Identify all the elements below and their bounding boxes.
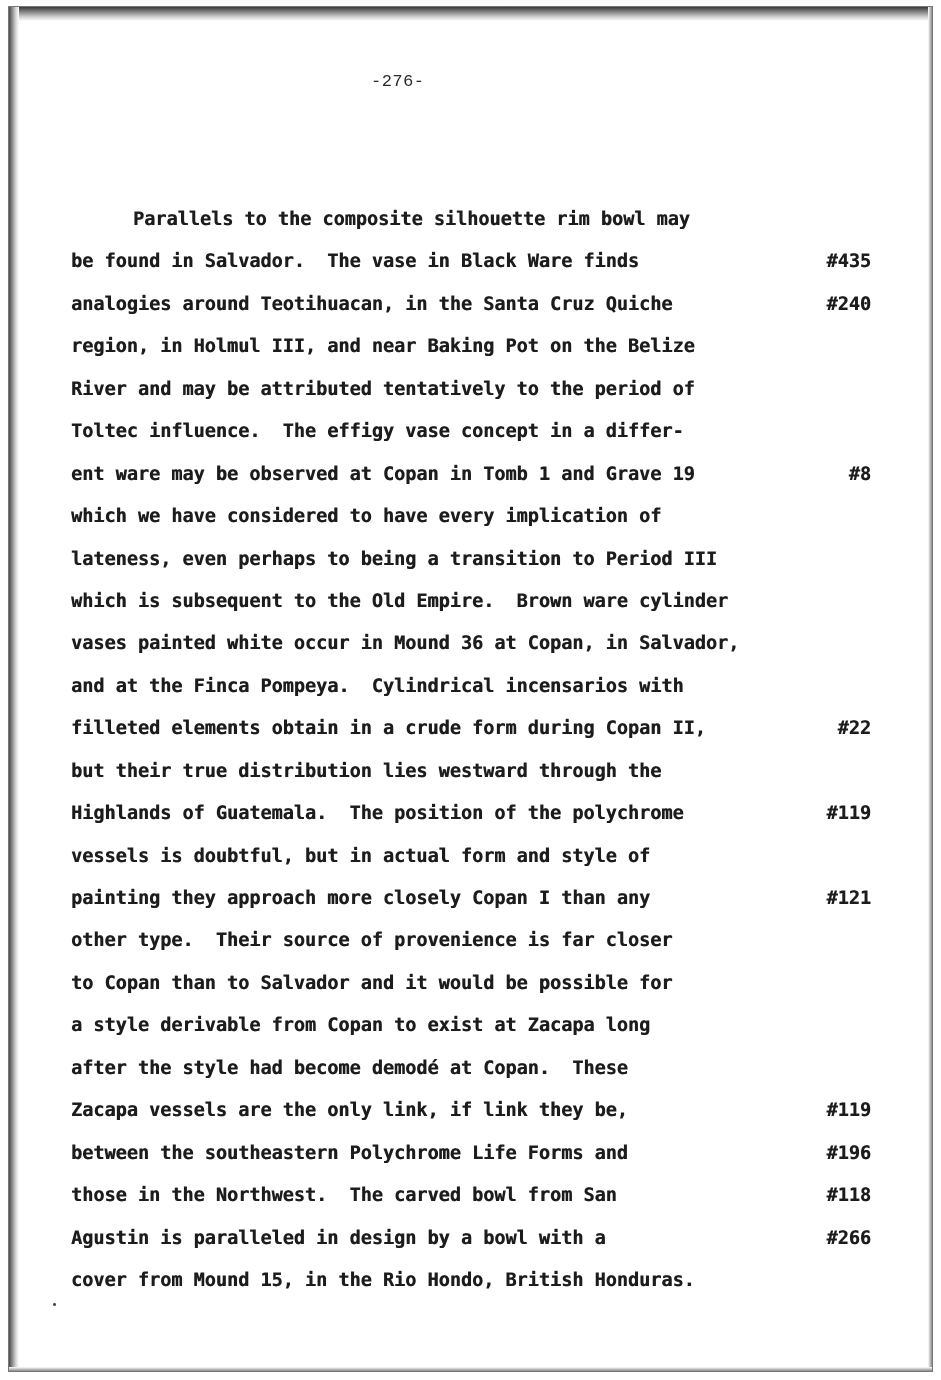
line-text: vessels is doubtful, but in actual form and style of — [71, 845, 651, 867]
line-text: Highlands of Guatemala. The position of the polychrome — [71, 803, 684, 825]
text-line — [71, 1218, 921, 1260]
text-line — [71, 539, 921, 581]
text-line — [71, 496, 921, 538]
text-line — [71, 836, 921, 878]
text-line — [71, 623, 921, 665]
text-line — [71, 1175, 921, 1217]
text-line — [71, 963, 921, 1005]
text-line — [71, 666, 921, 708]
text-line — [71, 878, 921, 920]
text-line — [71, 1048, 921, 1090]
text-line — [71, 1005, 921, 1047]
line-text: and at the Finca Pompeya. Cylindrical incensarios with — [71, 675, 684, 697]
catalog-reference: #119 — [826, 803, 871, 825]
line-text: Toltec influence. The effigy vase concept in a differ- — [71, 421, 684, 443]
catalog-reference: #196 — [826, 1142, 871, 1164]
scan-speck — [53, 1303, 56, 1306]
text-line — [71, 241, 921, 283]
page-number: -276- — [371, 73, 425, 92]
line-text: Zacapa vessels are the only link, if link they be, — [71, 1100, 628, 1122]
scan-edge-top — [9, 7, 932, 21]
line-text: painting they approach more closely Copan I than any — [71, 888, 651, 909]
text-line — [71, 454, 921, 496]
text-line — [71, 1133, 921, 1175]
catalog-reference: #240 — [826, 293, 871, 315]
catalog-reference: #118 — [826, 1185, 871, 1207]
scanned-page — [8, 6, 933, 1372]
line-text: Agustin is paralleled in design by a bowl with a — [71, 1227, 606, 1249]
text-line — [71, 369, 921, 411]
line-text: analogies around Teotihuacan, in the Santa Cruz Quiche — [71, 293, 673, 315]
scan-edge-right — [928, 7, 932, 1371]
line-text: after the style had become demodé at Copan. These — [71, 1057, 628, 1079]
line-text: which is subsequent to the Old Empire. Brown ware cylinder — [71, 590, 729, 612]
line-text: between the southeastern Polychrome Life Forms and — [71, 1142, 628, 1164]
text-line — [71, 920, 921, 962]
text-line — [71, 199, 921, 241]
catalog-reference: #119 — [826, 1100, 871, 1122]
text-line — [71, 411, 921, 453]
line-text: which we have considered to have every implication of — [71, 506, 662, 528]
line-text: to Copan than to Salvador and it would be possible for — [71, 972, 673, 994]
line-text: other type. Their source of provenience is far closer — [71, 930, 673, 952]
line-text: a style derivable from Copan to exist at Zacapa long — [71, 1015, 651, 1037]
text-line — [71, 284, 921, 326]
text-line — [71, 1260, 921, 1302]
line-text: lateness, even perhaps to being a transition to Period III — [71, 548, 718, 570]
text-line — [71, 1090, 921, 1132]
line-text: River and may be attributed tentatively to the period of — [71, 378, 695, 400]
catalog-reference: #266 — [826, 1227, 871, 1249]
line-text: cover from Mound 15, in the Rio Hondo, British Honduras. — [71, 1269, 695, 1291]
text-line — [71, 793, 921, 835]
scan-edge-left — [9, 7, 19, 1371]
line-text: be found in Salvador. The vase in Black Ware finds — [71, 251, 640, 273]
scan-edge-bottom — [9, 1367, 932, 1371]
text-line — [71, 326, 921, 368]
line-text: filleted elements obtain in a crude form during Copan II, — [71, 718, 706, 740]
text-line — [71, 581, 921, 623]
line-text: region, in Holmul III, and near Baking Pot on the Belize — [71, 336, 695, 358]
line-text: ent ware may be observed at Copan in Tomb 1 and Grave 19 — [71, 463, 695, 485]
catalog-reference: #8 — [848, 463, 871, 485]
text-line — [71, 708, 921, 750]
catalog-reference: #435 — [826, 251, 871, 273]
line-text: Parallels to the composite silhouette rim bowl may — [133, 209, 690, 230]
line-text: those in the Northwest. The carved bowl from San — [71, 1185, 617, 1207]
catalog-reference: #121 — [826, 888, 871, 909]
typed-paragraph — [71, 199, 921, 1302]
text-line — [71, 751, 921, 793]
line-text: but their true distribution lies westward through the — [71, 760, 662, 782]
catalog-reference: #22 — [837, 718, 871, 740]
line-text: vases painted white occur in Mound 36 at Copan, in Salvador, — [71, 633, 740, 655]
